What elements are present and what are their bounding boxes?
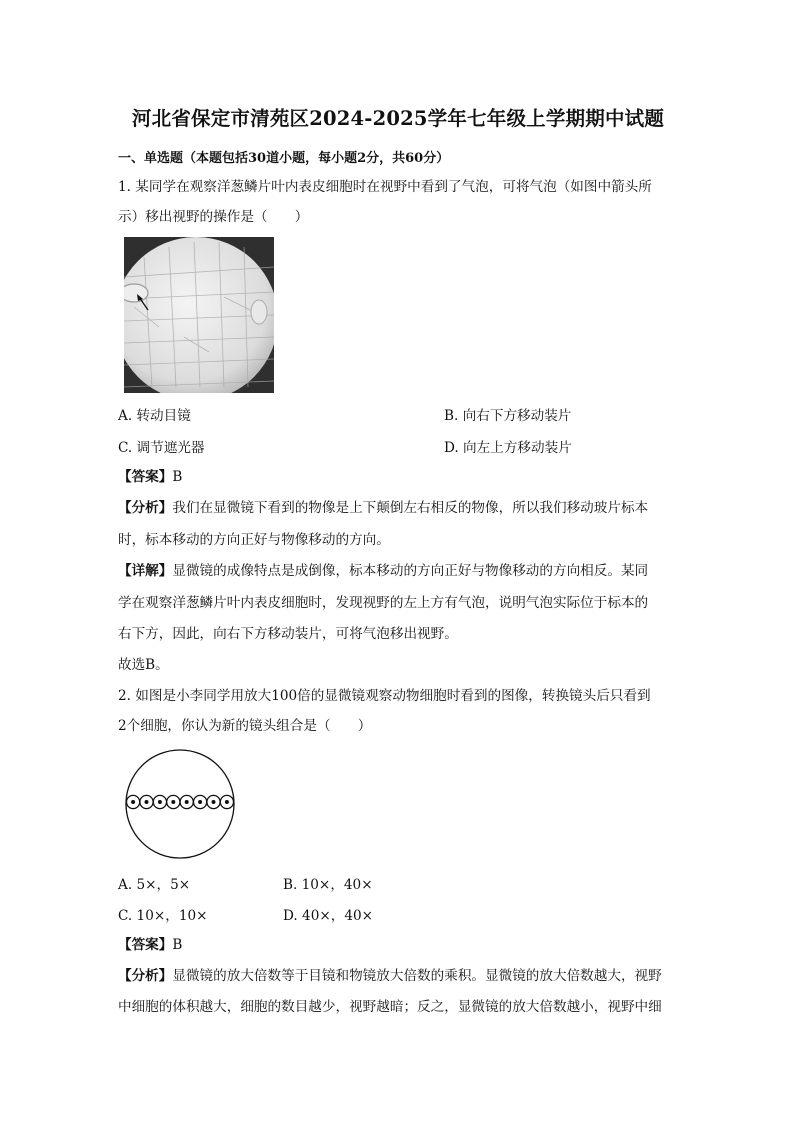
cell-nucleus	[158, 800, 162, 804]
cell-nucleus	[198, 800, 202, 804]
cells-field-diagram	[124, 748, 238, 864]
q2-option-a: A. 5×，5×	[118, 877, 191, 893]
cell-nucleus	[145, 800, 149, 804]
cell-nucleus	[171, 800, 175, 804]
q2-answer: 【答案】B	[118, 937, 183, 953]
q1-detail-line2: 学在观察洋葱鳞片叶内表皮细胞时，发现视野的左上方有气泡，说明气泡实际位于标本的	[118, 595, 649, 611]
section-heading: 一、单选题（本题包括30道小题，每小题2分，共60分）	[118, 151, 450, 166]
q2-option-d: D. 40×，40×	[283, 908, 374, 924]
q1-stem-line1: 1. 某同学在观察洋葱鳞片叶内表皮细胞时在视野中看到了气泡，可将气泡（如图中箭头所	[118, 179, 652, 195]
q1-analysis-line1: 【分析】我们在显微镜下看到的物像是上下颠倒左右相反的物像，所以我们移动玻片标本	[118, 500, 649, 516]
q1-detail-line1: 【详解】显微镜的成像特点是成倒像，标本移动的方向正好与物像移动的方向相反。某同	[118, 563, 649, 579]
q1-option-a: A. 转动目镜	[118, 408, 191, 424]
q1-analysis-line2: 时，标本移动的方向正好与物像移动的方向。	[118, 532, 390, 548]
q2-analysis-line2: 中细胞的体积越大，细胞的数目越少，视野越暗；反之，显微镜的放大倍数越小，视野中细	[118, 999, 662, 1015]
microscope-field-photo	[124, 237, 274, 393]
q2-stem-line1: 2. 如图是小李同学用放大100倍的显微镜观察动物细胞时看到的图像，转换镜头后只看到	[118, 688, 651, 704]
cell-nucleus	[212, 800, 216, 804]
q1-option-c: C. 调节遮光器	[118, 440, 205, 456]
q1-stem-line2: 示）移出视野的操作是（ ）	[118, 209, 309, 225]
q2-stem-line2: 2个细胞，你认为新的镜头组合是（ ）	[118, 718, 372, 734]
cell-nucleus	[131, 800, 135, 804]
cell-nucleus	[185, 800, 189, 804]
q2-option-c: C. 10×，10×	[118, 908, 208, 924]
q2-option-b: B. 10×，40×	[283, 877, 373, 893]
page-title: 河北省保定市清苑区2024-2025学年七年级上学期期中试题	[131, 107, 665, 130]
q1-answer: 【答案】B	[118, 469, 183, 485]
q1-option-b: B. 向右下方移动装片	[444, 408, 572, 424]
q2-analysis-line1: 【分析】显微镜的放大倍数等于目镜和物镜放大倍数的乘积。显微镜的放大倍数越大，视野	[118, 968, 662, 984]
cell-nucleus	[225, 800, 229, 804]
q1-option-d: D. 向左上方移动装片	[444, 440, 572, 456]
q1-detail-line3: 右下方，因此，向右下方移动装片，可将气泡移出视野。	[118, 626, 458, 642]
q1-choice: 故选B。	[118, 657, 169, 673]
